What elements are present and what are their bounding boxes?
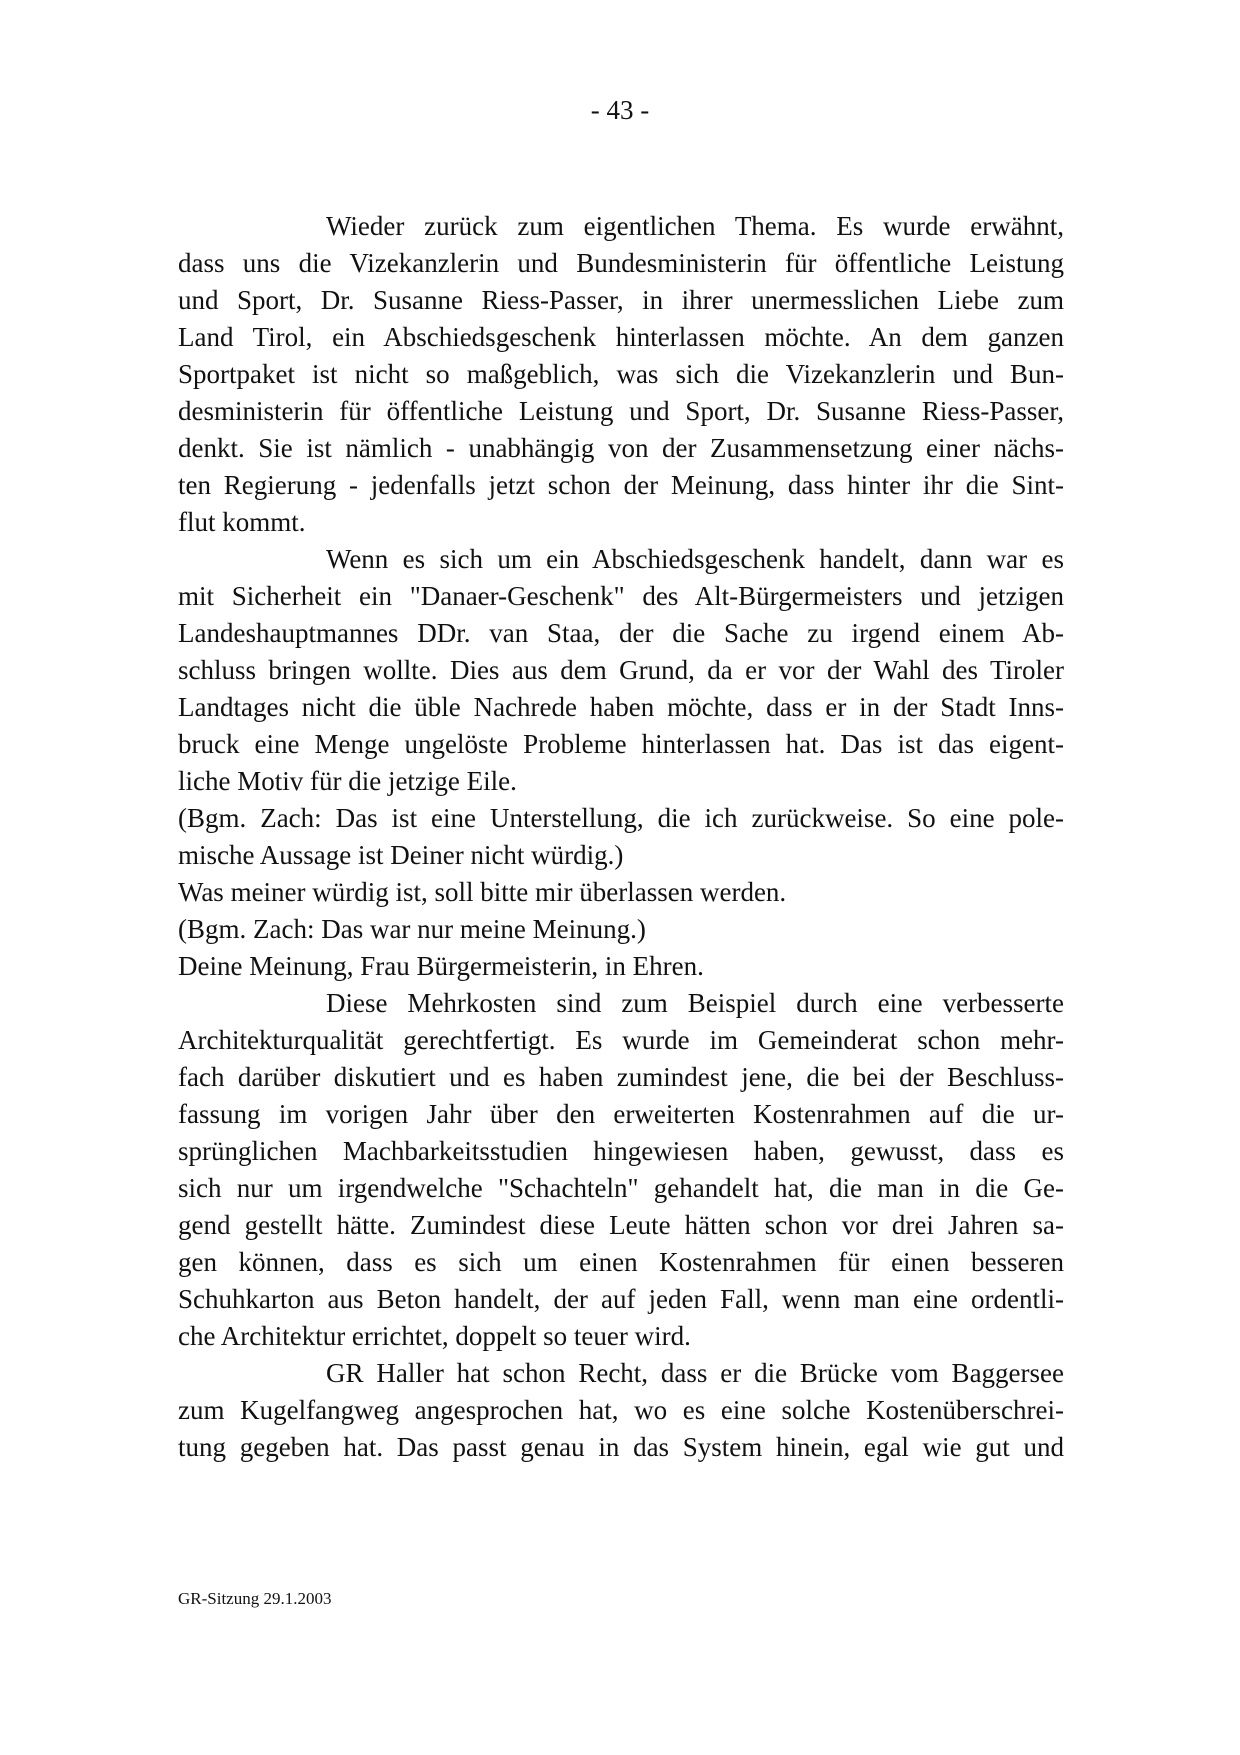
text-line: denkt. Sie ist nämlich - unabhängig von der Zusammensetzung einer nächs- <box>178 433 1064 463</box>
text-line: Deine Meinung, Frau Bürgermeisterin, in Ehren. <box>178 951 704 981</box>
text-line: che Architektur errichtet, doppelt so teuer wird. <box>178 1321 691 1351</box>
text-line: Wieder zurück zum eigentlichen Thema. Es wurde erwähnt, <box>326 211 1064 241</box>
text-line: gend gestellt hätte. Zumindest diese Leute hätten schon vor drei Jahren sa- <box>178 1210 1064 1240</box>
text-line: Diese Mehrkosten sind zum Beispiel durch eine verbesserte <box>326 988 1064 1018</box>
text-line: flut kommt. <box>178 507 306 537</box>
text-line: dass uns die Vizekanzlerin und Bundesministerin für öffentliche Leistung <box>178 248 1064 278</box>
text-line: (Bgm. Zach: Das war nur meine Meinung.) <box>178 914 646 944</box>
text-line: gen können, dass es sich um einen Kostenrahmen für einen besseren <box>178 1247 1064 1277</box>
text-line: sich nur um irgendwelche "Schachteln" gehandelt hat, die man in die Ge- <box>178 1173 1064 1203</box>
text-line: ten Regierung - jedenfalls jetzt schon der Meinung, dass hinter ihr die Sint- <box>178 470 1064 500</box>
text-line: desministerin für öffentliche Leistung und Sport, Dr. Susanne Riess-Passer, <box>178 396 1064 426</box>
page-number: - 43 - <box>590 95 650 125</box>
body-text <box>178 208 1064 1466</box>
text-line: GR Haller hat schon Recht, dass er die Brücke vom Baggersee <box>326 1358 1064 1388</box>
text-line: Wenn es sich um ein Abschiedsgeschenk handelt, dann war es <box>326 544 1064 574</box>
text-line: tung gegeben hat. Das passt genau in das System hinein, egal wie gut und <box>178 1432 1064 1462</box>
text-line: Landeshauptmannes DDr. van Staa, der die Sache zu irgend einem Ab- <box>178 618 1064 648</box>
text-line: Schuhkarton aus Beton handelt, der auf jeden Fall, wenn man eine ordentli- <box>178 1284 1064 1314</box>
text-line: (Bgm. Zach: Das ist eine Unterstellung, die ich zurückweise. So eine pole- <box>178 803 1064 833</box>
text-line: fassung im vorigen Jahr über den erweiterten Kostenrahmen auf die ur- <box>178 1099 1064 1129</box>
text-line: und Sport, Dr. Susanne Riess-Passer, in ihrer unermesslichen Liebe zum <box>178 285 1064 315</box>
text-line: Was meiner würdig ist, soll bitte mir überlassen werden. <box>178 877 787 907</box>
text-line: bruck eine Menge ungelöste Probleme hinterlassen hat. Das ist das eigent- <box>178 729 1064 759</box>
text-line: liche Motiv für die jetzige Eile. <box>178 766 517 796</box>
text-line: schluss bringen wollte. Dies aus dem Grund, da er vor der Wahl des Tiroler <box>178 655 1064 685</box>
text-line: Sportpaket ist nicht so maßgeblich, was sich die Vizekanzlerin und Bun- <box>178 359 1064 389</box>
text-line: fach darüber diskutiert und es haben zumindest jene, die bei der Beschluss- <box>178 1062 1064 1092</box>
text-line: Architekturqualität gerechtfertigt. Es wurde im Gemeinderat schon mehr- <box>178 1025 1064 1055</box>
text-line: sprünglichen Machbarkeitsstudien hingewiesen haben, gewusst, dass es <box>178 1136 1064 1166</box>
text-line: mit Sicherheit ein "Danaer-Geschenk" des Alt-Bürgermeisters und jetzigen <box>178 581 1064 611</box>
text-line: zum Kugelfangweg angesprochen hat, wo es eine solche Kostenüberschrei- <box>178 1395 1064 1425</box>
text-line: mische Aussage ist Deiner nicht würdig.) <box>178 840 624 870</box>
text-line: Land Tirol, ein Abschiedsgeschenk hinterlassen möchte. An dem ganzen <box>178 322 1064 352</box>
footer-session-date: GR-Sitzung 29.1.2003 <box>178 1589 332 1608</box>
text-line: Landtages nicht die üble Nachrede haben möchte, dass er in der Stadt Inns- <box>178 692 1064 722</box>
